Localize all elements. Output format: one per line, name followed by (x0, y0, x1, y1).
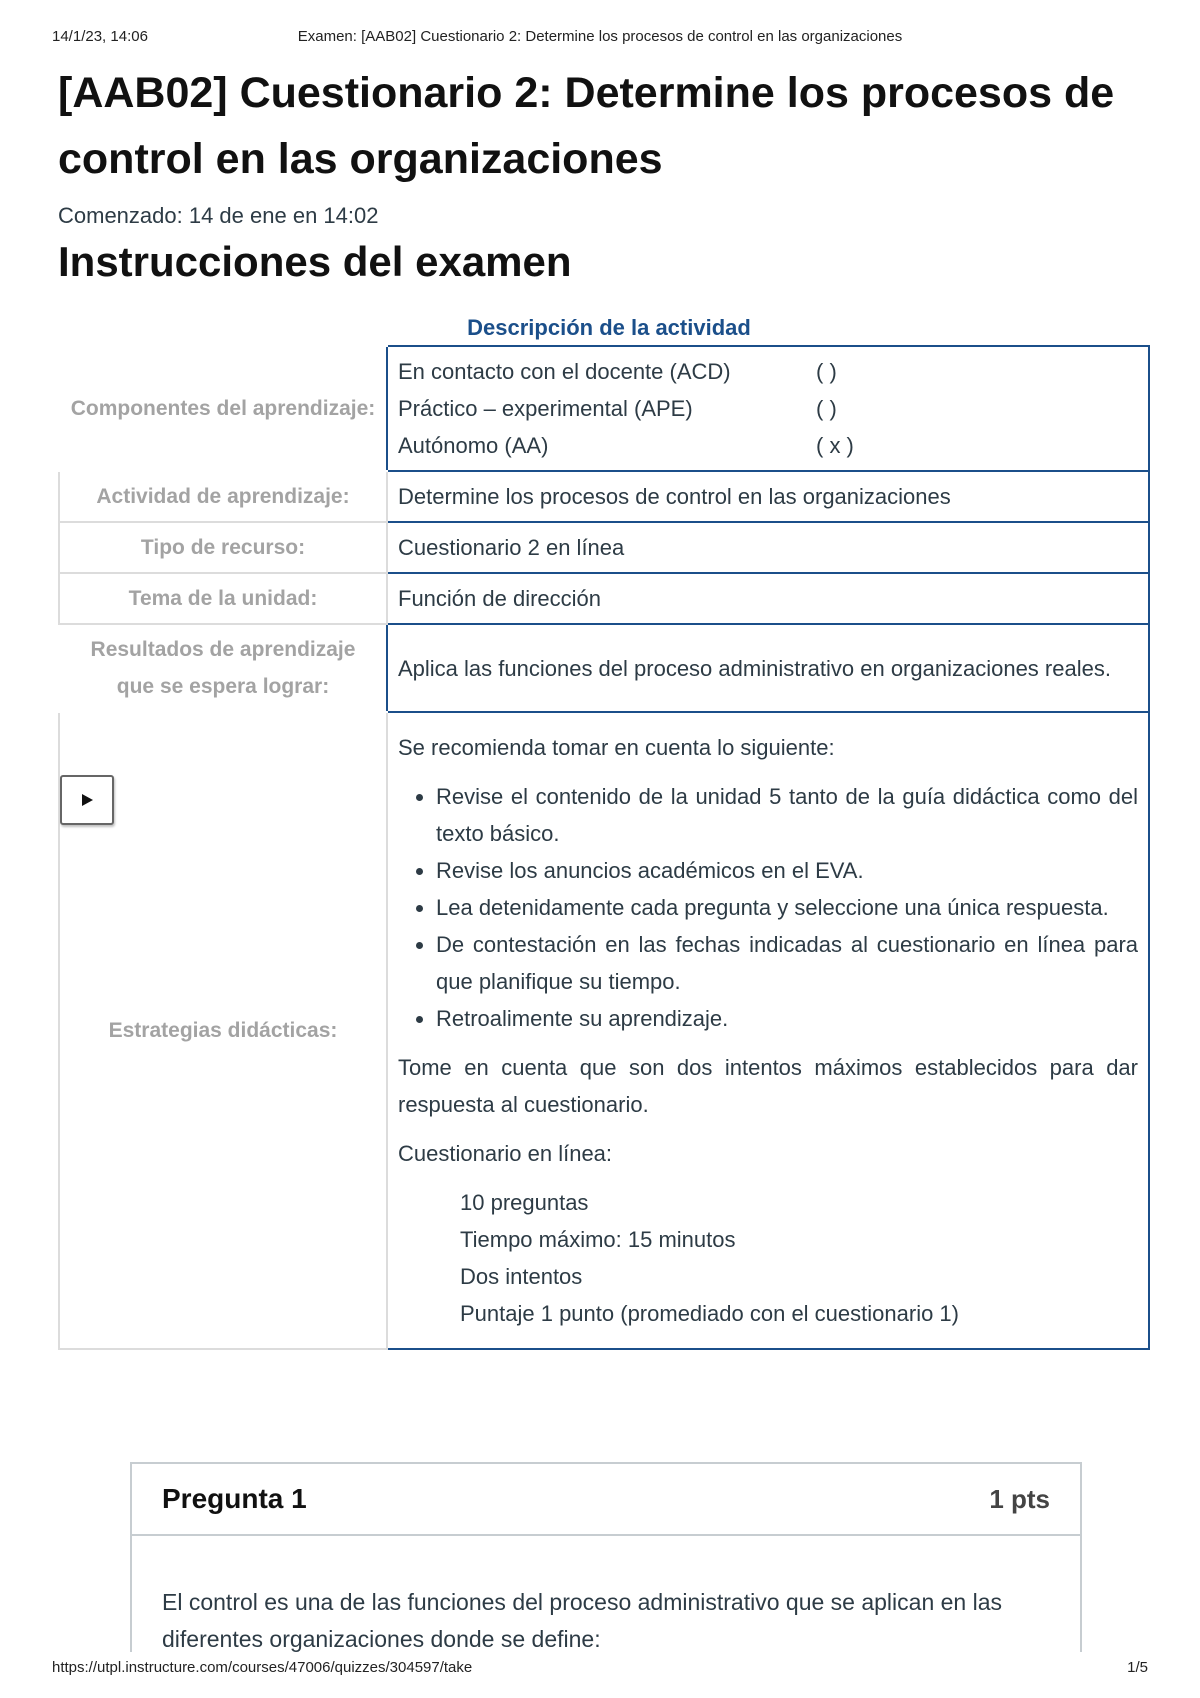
list-item: • Revise los anuncios académicos en el EVA. (436, 852, 1138, 889)
component-item (398, 427, 1138, 464)
quiz-detail-item: Dos intentos (460, 1264, 583, 1289)
list-item: • Lea detenidamente cada pregunta y seleccione una única respuesta. (436, 889, 1138, 926)
strategies-label: Estrategias didácticas: (59, 712, 387, 1349)
activity-info-table (58, 345, 1150, 1350)
component-name: Autónomo (AA) (398, 433, 549, 458)
activity-value: Determine los procesos de control en las organizaciones (387, 471, 1149, 522)
question-points: 1 pts (989, 1483, 1050, 1514)
results-label: Resultados de aprendizaje que se espera lograr: (90, 638, 356, 698)
page-url: https://utpl.instructure.com/courses/47006/quizzes/304597/take (52, 1659, 473, 1676)
list-item: • Revise el contenido de la unidad 5 tanto de la guía didáctica como del texto básico. (436, 778, 1138, 852)
quiz-detail-item: 10 preguntas (460, 1190, 589, 1215)
table-row (59, 712, 1149, 1349)
table-row (59, 522, 1149, 573)
resource-value: Cuestionario 2 en línea (387, 522, 1149, 573)
attempts-note: Tome en cuenta que son dos intentos máximos establecidos para dar respuesta al cuestionario. (398, 1055, 1138, 1117)
print-date: 14/1/23, 14:06 (52, 28, 148, 45)
table-row (59, 346, 1149, 471)
page-number: 1/5 (1127, 1659, 1148, 1676)
component-item (398, 353, 1138, 390)
components-value (387, 346, 1149, 471)
quiz-label: Cuestionario en línea: (398, 1141, 613, 1166)
component-name: Práctico – experimental (APE) (398, 396, 693, 421)
resource-label: Tipo de recurso: (59, 522, 387, 573)
activity-description-heading: Descripción de la actividad (467, 315, 751, 340)
quiz-details (398, 1184, 1138, 1332)
media-play-button[interactable] (60, 775, 114, 825)
question-name: Pregunta 1 (162, 1483, 307, 1514)
quiz-detail-item: Puntaje 1 punto (promediado con el cuestionario 1) (460, 1301, 959, 1326)
started-timestamp: Comenzado: 14 de ene en 14:02 (58, 203, 379, 228)
component-mark: ( x ) (816, 433, 854, 458)
page-title: [AAB02] Cuestionario 2: Determine los procesos de control en las organizaciones (58, 69, 1115, 183)
print-header (52, 28, 1148, 48)
topic-value: Función de dirección (387, 573, 1149, 624)
strategies-list (398, 778, 1138, 1037)
table-row (59, 471, 1149, 522)
component-name: En contacto con el docente (ACD) (398, 359, 731, 384)
topic-label: Tema de la unidad: (59, 573, 387, 624)
quiz-detail-item: Tiempo máximo: 15 minutos (460, 1227, 736, 1252)
table-row (59, 573, 1149, 624)
instructions-heading: Instrucciones del examen (58, 238, 572, 285)
print-document-title: Examen: [AAB02] Cuestionario 2: Determine los procesos de control en las organizaciones (297, 28, 903, 45)
question-text: El control es una de las funciones del proceso administrativo que se aplican en las diferentes organizaciones donde se define: (162, 1589, 1002, 1652)
components-label: Componentes del aprendizaje: (70, 397, 376, 420)
table-row (59, 624, 1149, 712)
question-card (130, 1462, 1082, 1652)
results-value: Aplica las funciones del proceso administrativo en organizaciones reales. (387, 624, 1149, 712)
component-item (398, 390, 1138, 427)
component-mark: ( ) (816, 396, 837, 421)
list-item: • Retroalimente su aprendizaje. (436, 1000, 1138, 1037)
component-mark: ( ) (816, 359, 837, 384)
strategies-value (387, 712, 1149, 1349)
print-footer (52, 1659, 1148, 1679)
play-icon (80, 793, 94, 807)
activity-label: Actividad de aprendizaje: (59, 471, 387, 522)
strategies-intro: Se recomienda tomar en cuenta lo siguiente: (398, 735, 835, 760)
list-item: • De contestación en las fechas indicadas al cuestionario en línea para que planifique su tiempo. (436, 926, 1138, 1000)
question-header (132, 1464, 1080, 1536)
